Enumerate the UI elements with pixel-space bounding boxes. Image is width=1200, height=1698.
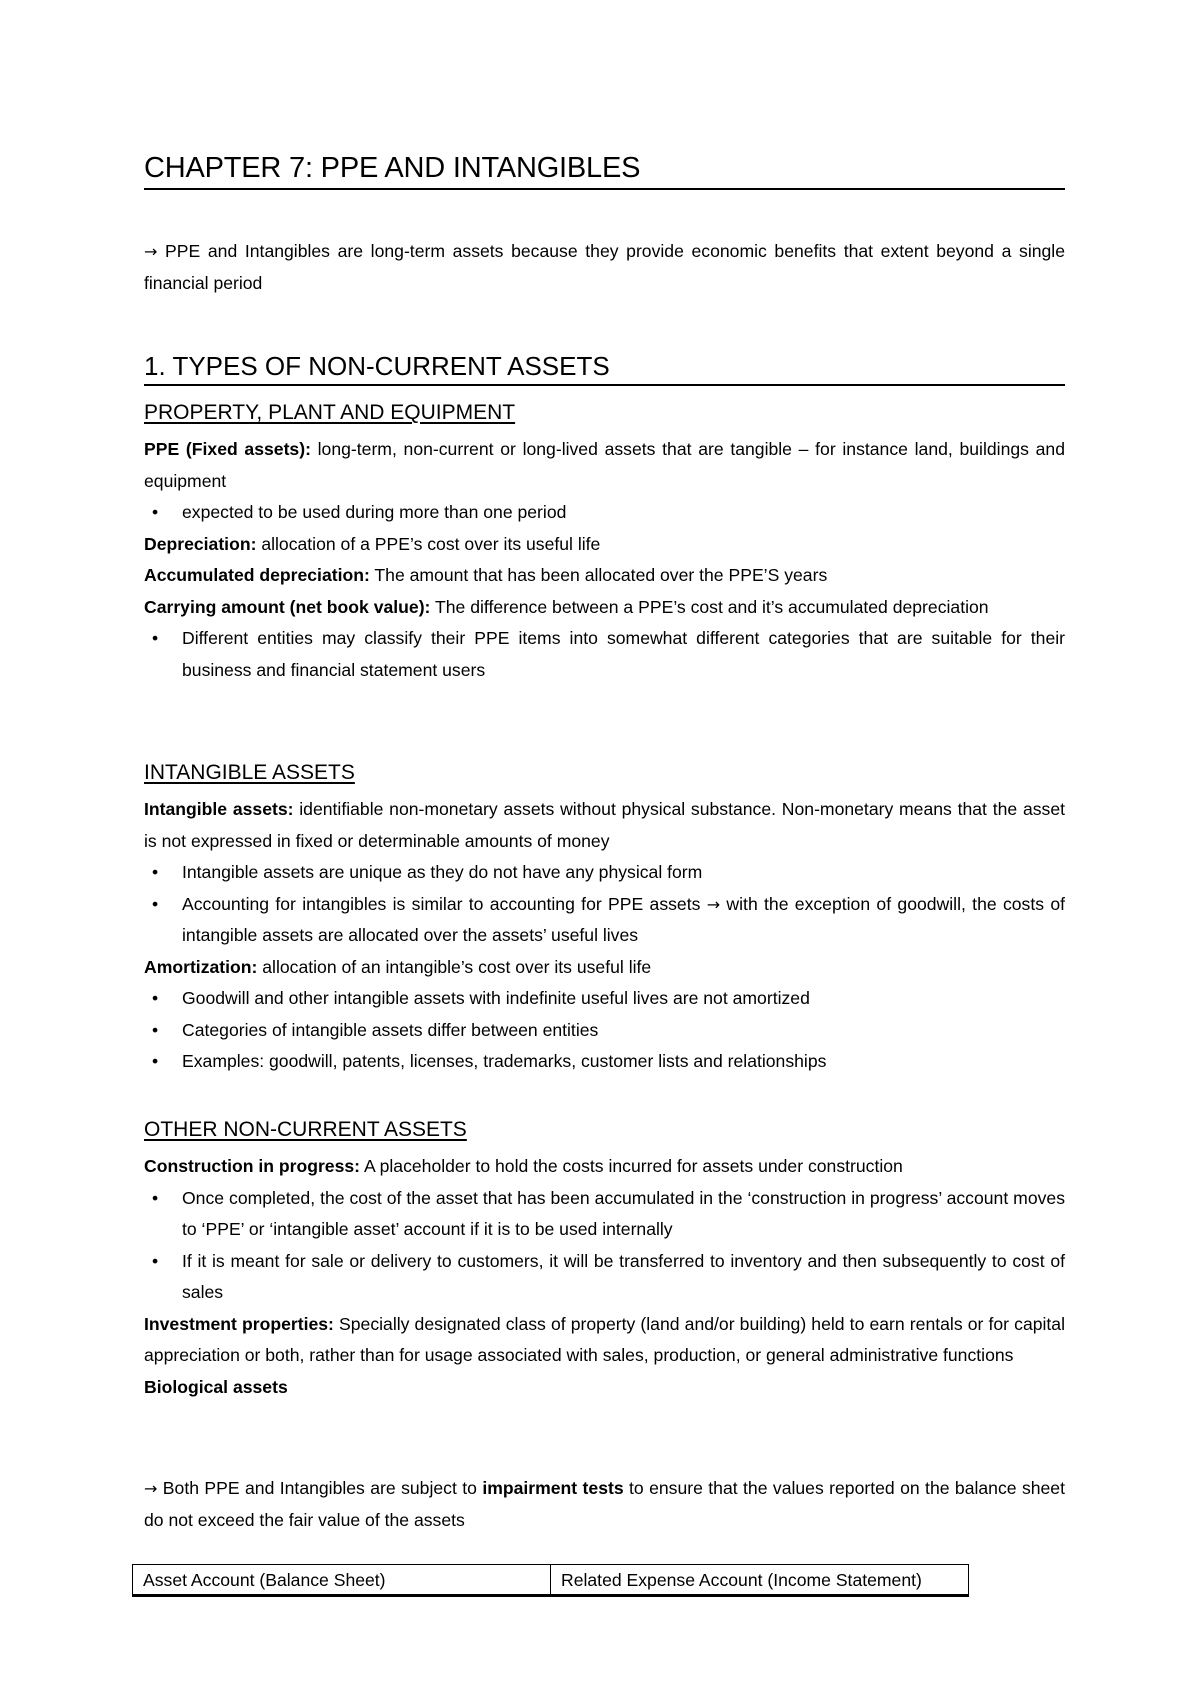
bullet-text: expected to be used during more than one period (182, 502, 567, 522)
bullet-icon: • (152, 988, 159, 1008)
term: Accumulated depreciation: (144, 565, 370, 585)
list-item (144, 983, 1065, 1015)
ppe-definition (144, 434, 1065, 497)
term: Depreciation: (144, 533, 257, 554)
bullet-text: Different entities may classify their PPE items into somewhat different categories that are suitable for their business and financial statement users (182, 628, 1065, 680)
table-header-cell: Related Expense Account (Income Statement) (551, 1565, 969, 1596)
term: Construction in progress: (144, 1156, 361, 1176)
table-header-cell: Asset Account (Balance Sheet) (133, 1565, 551, 1596)
bullet-icon: • (152, 502, 159, 522)
intangibles-section (144, 794, 1065, 1078)
ppe-def-text: long-term, non-current or long-lived assets that are tangible – for instance land, buildings and equipment (144, 439, 1065, 491)
bullet-text: Examples: goodwill, patents, licenses, trademarks, customer lists and relationships (182, 1051, 827, 1071)
impairment-paragraph (144, 1473, 1065, 1536)
intro-paragraph (144, 236, 1065, 299)
investment-properties-definition (144, 1309, 1065, 1372)
definition-text: The difference between a PPE’s cost and it’s accumulated depreciation (430, 596, 989, 617)
bullet-text: If it is meant for sale or delivery to customers, it will be transferred to inventory and then subsequently to cost of sales (182, 1250, 1065, 1302)
bullet-icon: • (152, 1051, 159, 1071)
term: Amortization: (144, 956, 258, 977)
carrying-amount-definition (144, 592, 1065, 624)
list-item (144, 857, 1065, 889)
list-item (144, 1183, 1065, 1246)
list-item (144, 1246, 1065, 1309)
other-assets-section (144, 1151, 1065, 1403)
definition-text: allocation of a PPE’s cost over its useful life (256, 533, 601, 554)
arrow-icon: → (144, 242, 158, 261)
section-title: 1. TYPES OF NON-CURRENT ASSETS (144, 349, 1065, 386)
bullet-text: Intangible assets are unique as they do not have any physical form (182, 862, 703, 882)
bullet-icon: • (152, 1019, 159, 1040)
intangible-definition (144, 794, 1065, 857)
chapter-title: CHAPTER 7: PPE AND INTANGIBLES (144, 150, 1065, 190)
term: Biological assets (144, 1376, 288, 1397)
bullet-icon: • (152, 893, 159, 914)
bullet-icon: • (152, 862, 159, 882)
other-assets-heading: OTHER NON-CURRENT ASSETS (144, 1118, 467, 1141)
term: Carrying amount (net book value): (144, 596, 431, 617)
arrow-icon: → (144, 1479, 158, 1498)
paragraph-text: Both PPE and Intangibles are subject to (157, 1478, 483, 1498)
list-item (144, 623, 1065, 686)
ppe-section (144, 434, 1065, 686)
definition-text: The amount that has been allocated over the PPE’S years (369, 565, 828, 585)
arrow-icon: → (706, 894, 721, 914)
bullet-text: Once completed, the cost of the asset that has been accumulated in the ‘construction in progress’ account moves to ‘PPE’ or ‘intangible asset’ account if it is to be used internally (182, 1187, 1065, 1239)
list-item (144, 889, 1065, 952)
depreciation-definition (144, 529, 1065, 561)
accumulated-depreciation-definition (144, 560, 1065, 592)
definition-text: identifiable non-monetary assets without physical substance. Non-monetary means that the asset is not expressed in fixed or determinable amounts of money (144, 799, 1065, 851)
bullet-text: Categories of intangible assets differ between entities (182, 1019, 599, 1040)
biological-assets (144, 1372, 1065, 1404)
asset-expense-table (132, 1564, 969, 1597)
list-item (144, 1015, 1065, 1047)
ppe-term: PPE (Fixed assets): (144, 439, 311, 459)
bullet-icon: • (152, 1250, 159, 1271)
paragraph-text: to ensure that the values reported on the balance sheet do not exceed the fair value of the assets (144, 1478, 1065, 1530)
term: Intangible assets: (144, 799, 294, 819)
table-header-row (133, 1565, 969, 1596)
bold-term: impairment tests (482, 1478, 624, 1498)
construction-in-progress-definition (144, 1151, 1065, 1183)
bullet-text: Goodwill and other intangible assets with indefinite useful lives are not amortized (182, 988, 810, 1008)
ppe-heading: PROPERTY, PLANT AND EQUIPMENT (144, 401, 516, 424)
bullet-icon: • (152, 1187, 159, 1208)
bullet-text: with the exception of goodwill, the costs of intangible assets are allocated over the assets’ useful lives (182, 893, 1066, 945)
intro-text: PPE and Intangibles are long-term assets because they provide economic benefits that extent beyond a single financial period (144, 241, 1065, 293)
intangibles-heading: INTANGIBLE ASSETS (144, 761, 355, 784)
bullet-text: Accounting for intangibles is similar to accounting for PPE assets (182, 893, 707, 914)
list-item (144, 497, 1065, 529)
list-item (144, 1046, 1065, 1078)
term: Investment properties: (144, 1313, 334, 1334)
definition-text: Specially designated class of property (land and/or building) held to earn rentals or for capital appreciation or both, rather than for usage associated with sales, production, or general administrative functions (144, 1313, 1066, 1365)
bullet-icon: • (152, 628, 159, 648)
definition-text: allocation of an intangible’s cost over its useful life (257, 956, 652, 977)
amortization-definition (144, 952, 1065, 984)
definition-text: A placeholder to hold the costs incurred for assets under construction (360, 1156, 903, 1176)
